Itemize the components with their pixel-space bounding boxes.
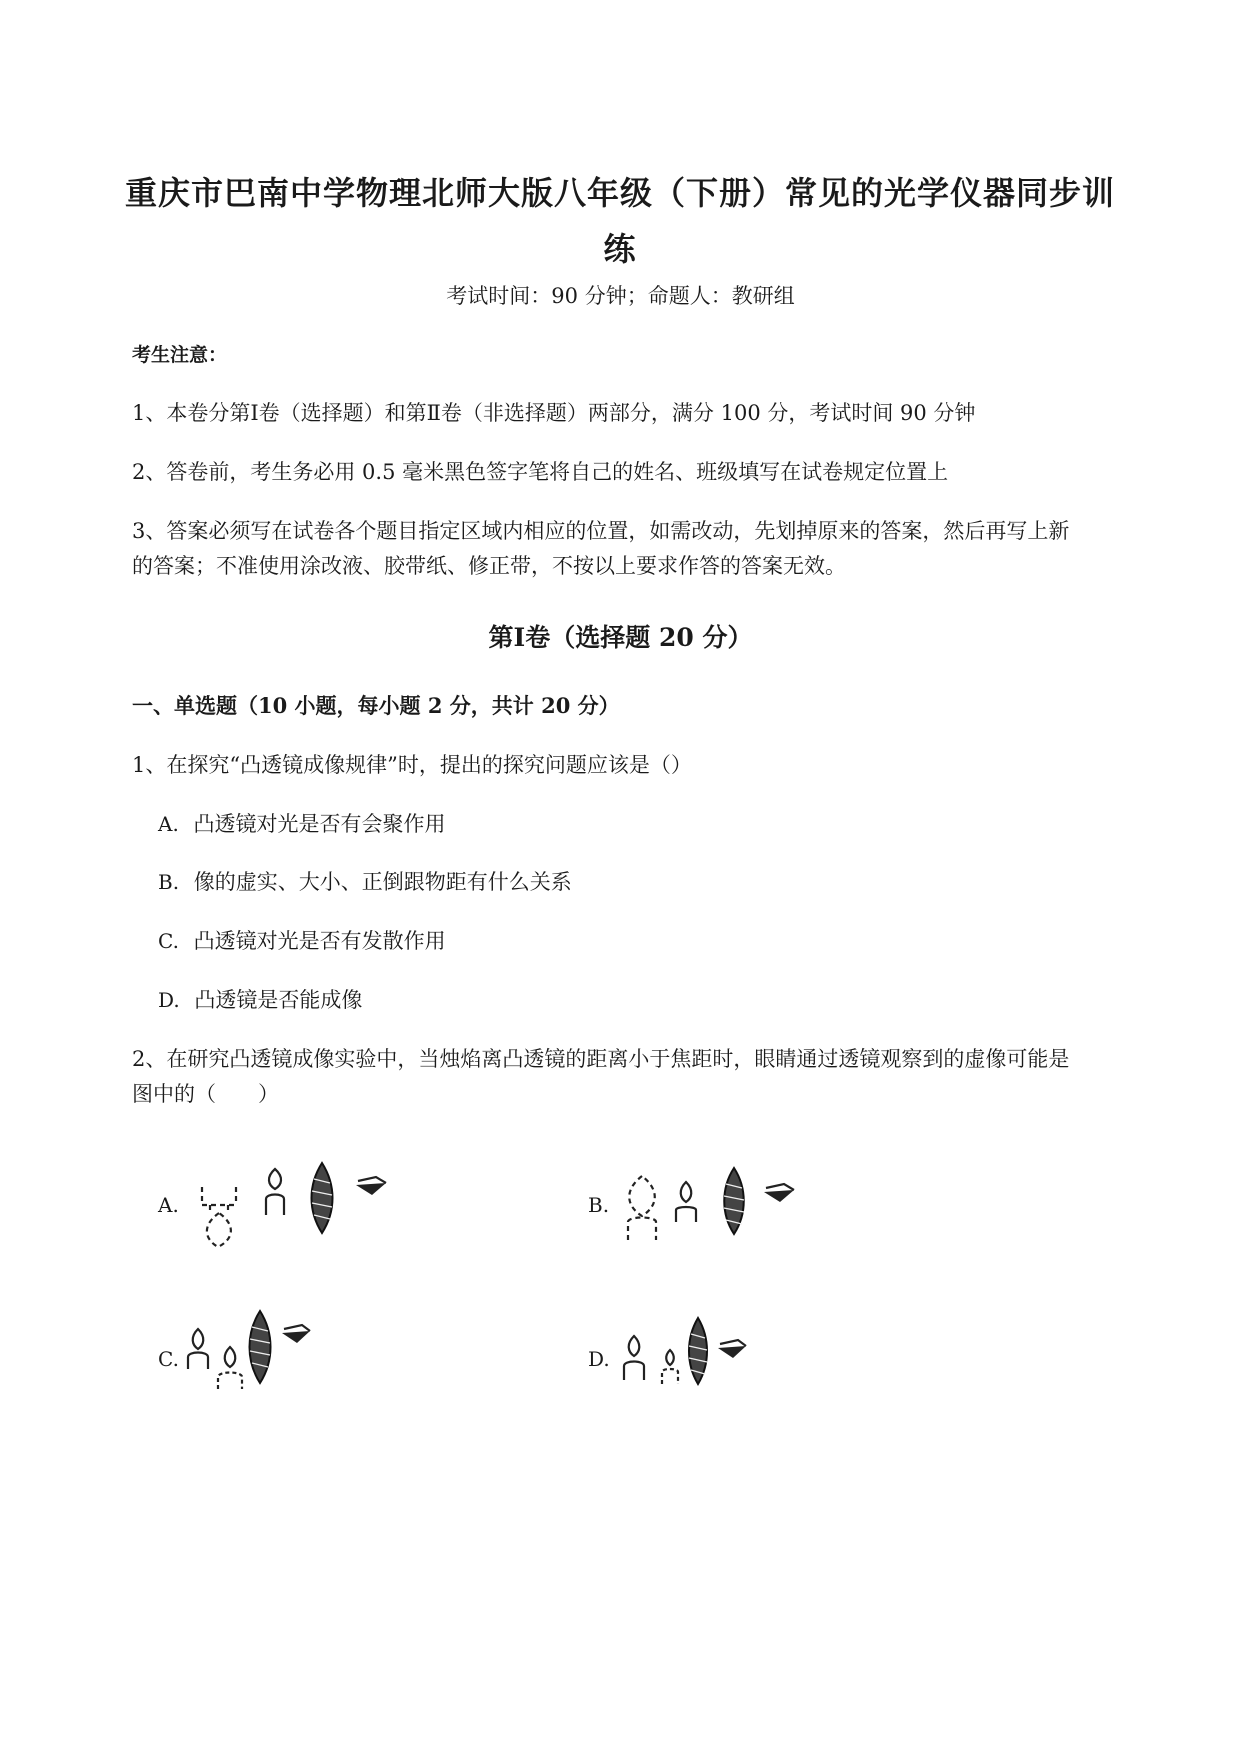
notice-item-2: 2、答卷前，考生务必用 0.5 毫米黑色签字笔将自己的姓名、班级填写在试卷规定位置上 (132, 460, 949, 484)
q1-option-d[interactable] (158, 984, 362, 1014)
question-2-stem-line1: 2、在研究凸透镜成像实验中，当烛焰离凸透镜的距离小于焦距时，眼睛通过透镜观察到的虚像可能是 (132, 1047, 1070, 1071)
candle-object (676, 1182, 696, 1222)
convex-lens (689, 1318, 707, 1384)
smaller-upright-image (662, 1350, 678, 1384)
question-1-stem: 1、在探究“凸透镜成像规律”时，提出的探究问题应该是（） (132, 753, 692, 777)
q1-option-d-label: D. (158, 988, 180, 1012)
notice-heading: 考生注意： (132, 344, 228, 366)
notice-item-3-cont: 的答案；不准使用涂改液、胶带纸、修正带，不按以上要求作答的答案无效。 (132, 554, 846, 578)
smaller-candle-image (218, 1347, 242, 1389)
q1-option-c-text: 凸透镜对光是否有发散作用 (193, 929, 446, 953)
notice-item-1: 1、本卷分第Ⅰ卷（选择题）和第Ⅱ卷（非选择题）两部分，满分 100 分，考试时间 90 分钟 (132, 401, 976, 425)
q1-option-a[interactable] (158, 808, 446, 838)
q2-figure-c-label: C. (158, 1347, 179, 1371)
convex-lens (724, 1168, 744, 1234)
eye-icon (764, 1184, 794, 1202)
q2-figure-b[interactable] (618, 1160, 818, 1250)
notice-item-3: 3、答案必须写在试卷各个题目指定区域内相应的位置，如需改动，先划掉原来的答案，然后再写上新 (132, 519, 1070, 543)
q1-option-c[interactable] (158, 925, 446, 955)
enlarged-candle-image (628, 1176, 656, 1240)
eye-icon (718, 1340, 746, 1358)
candle-object (266, 1169, 284, 1215)
q1-option-a-label: A. (158, 812, 179, 836)
q2-figure-c[interactable] (182, 1305, 322, 1400)
q2-figure-d[interactable] (620, 1310, 760, 1400)
q2-figure-a[interactable] (190, 1155, 420, 1265)
eye-icon (356, 1177, 386, 1195)
q1-option-a-text: 凸透镜对光是否有会聚作用 (193, 812, 446, 836)
convex-lens (312, 1163, 333, 1233)
section-title: 第Ⅰ卷（选择题 20 分） (488, 623, 753, 652)
q2-figure-d-label: D. (588, 1347, 610, 1371)
q1-option-b[interactable] (158, 866, 572, 896)
question-2-stem-line2: 图中的（ ） (132, 1082, 279, 1106)
q1-option-b-text: 像的虚实、大小、正倒跟物距有什么关系 (193, 870, 572, 894)
candle-object (188, 1329, 208, 1369)
document-title-line2: 练 (603, 230, 637, 268)
part-heading: 一、单选题（10 小题，每小题 2 分，共计 20 分） (132, 693, 620, 718)
document-title-line1: 重庆市巴南中学物理北师大版八年级（下册）常见的光学仪器同步训 (124, 174, 1115, 212)
eye-icon (282, 1325, 310, 1343)
q1-option-c-label: C. (158, 929, 179, 953)
inverted-candle-image (202, 1187, 236, 1247)
candle-object (624, 1336, 644, 1380)
q1-option-b-label: B. (158, 870, 180, 894)
q2-figure-a-label: A. (158, 1193, 179, 1217)
convex-lens (250, 1311, 271, 1383)
exam-info: 考试时间：90 分钟；命题人：教研组 (446, 284, 795, 308)
q1-option-d-text: 凸透镜是否能成像 (194, 988, 363, 1012)
q2-figure-b-label: B. (588, 1193, 610, 1217)
